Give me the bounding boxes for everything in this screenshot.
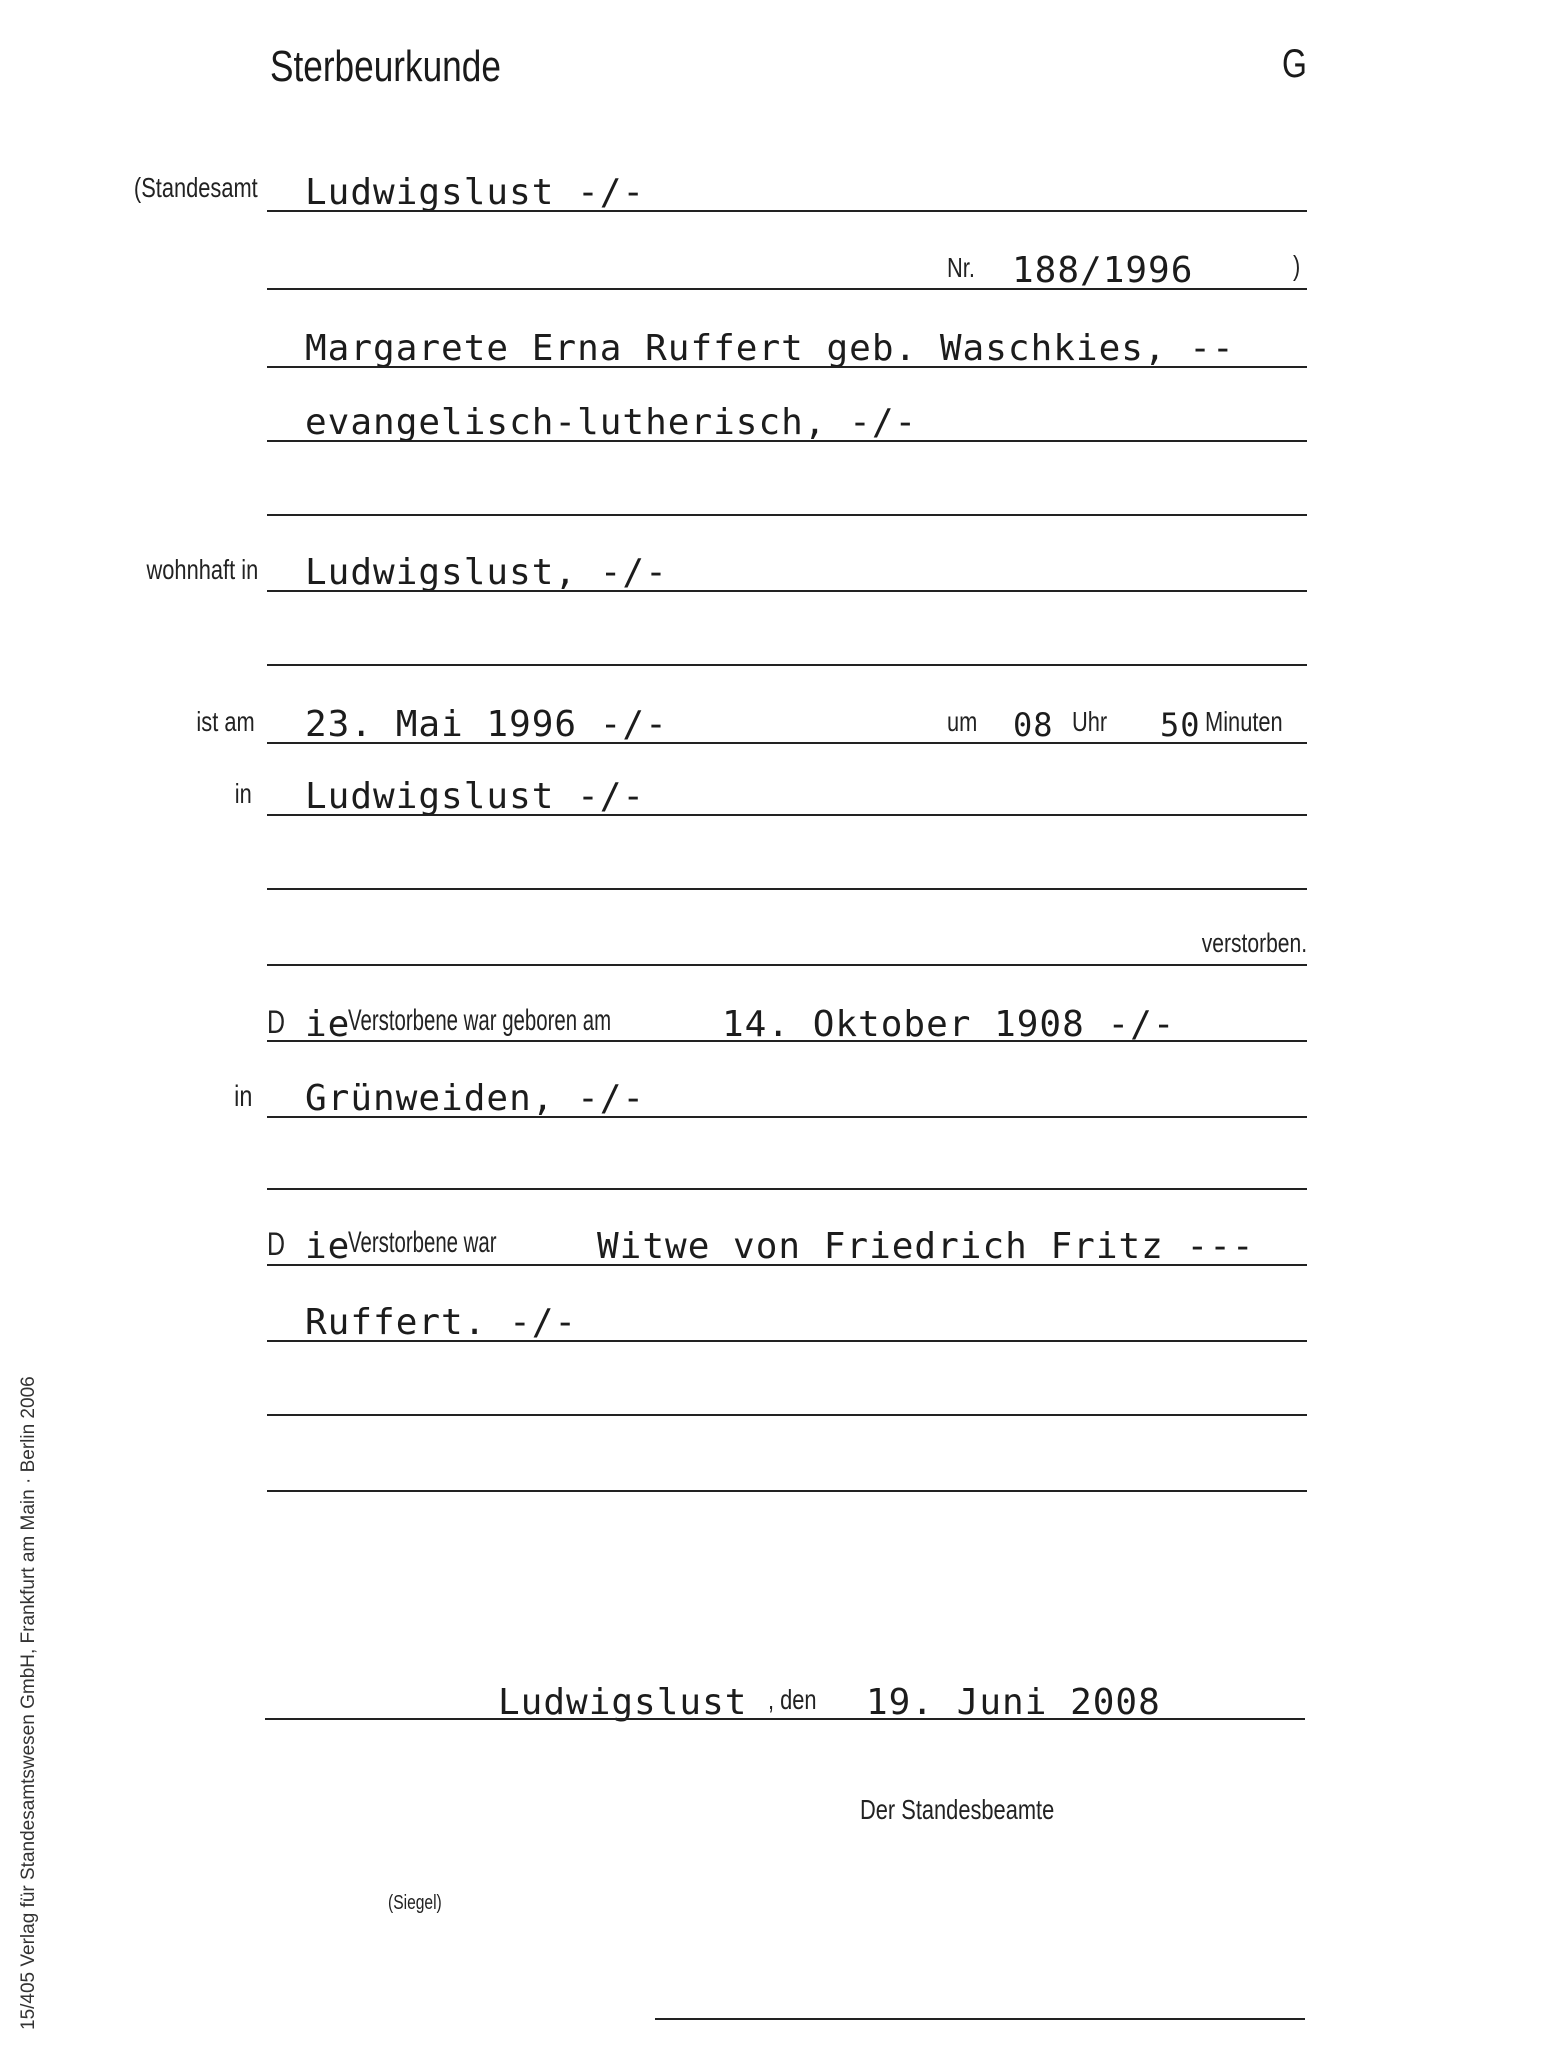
residence-line	[267, 590, 1307, 592]
issue-den-label: , den	[768, 1684, 817, 1715]
death-time-uhr-label: Uhr	[1072, 706, 1108, 737]
blank-line-3	[267, 888, 1307, 890]
birth-place: Grünweiden, -/-	[305, 1078, 646, 1119]
death-place-label: in	[234, 778, 252, 809]
verstorben-line	[267, 964, 1307, 966]
publisher-imprint: 15/405 Verlag für Standesamtswesen GmbH, Frankfurt am Main · Berlin 2006	[18, 1376, 39, 2030]
birth-place-line	[267, 1116, 1307, 1118]
registry-nr-line	[267, 288, 1307, 290]
birth-prefix: D	[267, 1004, 286, 1040]
death-date: 23. Mai 1996 -/-	[305, 704, 668, 745]
form-code: G	[1282, 42, 1307, 86]
death-date-line	[267, 742, 1307, 744]
issue-line	[265, 1718, 1305, 1720]
birth-label: Verstorbene war geboren am	[348, 1004, 612, 1037]
death-time-minuten-label: Minuten	[1205, 706, 1283, 737]
death-hour: 08	[1013, 706, 1054, 744]
marital-value-line2: Ruffert. -/-	[305, 1302, 578, 1343]
registry-close-paren: )	[1293, 250, 1301, 281]
person-name-line	[267, 366, 1307, 368]
blank-line-2	[267, 664, 1307, 666]
marital-typed-ie: ie	[305, 1226, 351, 1267]
verstorben-label: verstorben.	[1201, 928, 1307, 958]
birth-date-line	[267, 1040, 1307, 1042]
signature-line	[655, 2018, 1305, 2020]
birth-date: 14. Oktober 1908 -/-	[722, 1004, 1176, 1045]
blank-line-5	[267, 1414, 1307, 1416]
registry-office: Ludwigslust -/-	[305, 172, 646, 213]
blank-line-6	[267, 1490, 1307, 1492]
death-date-label: ist am	[196, 706, 255, 737]
seal-label: (Siegel)	[388, 1892, 442, 1914]
birth-place-label: in	[233, 1080, 252, 1113]
death-time-um-label: um	[947, 706, 978, 737]
marital-value-line1: Witwe von Friedrich Fritz ---	[597, 1226, 1255, 1267]
death-place: Ludwigslust -/-	[305, 776, 646, 817]
residence-value: Ludwigslust, -/-	[305, 552, 668, 593]
signature-label: Der Standesbeamte	[860, 1794, 1055, 1825]
residence-label: wohnhaft in	[146, 554, 258, 585]
person-name: Margarete Erna Ruffert geb. Waschkies, --	[305, 328, 1235, 369]
issue-place: Ludwigslust	[498, 1682, 748, 1723]
marital-label: Verstorbene war	[348, 1226, 497, 1259]
birth-typed-ie: ie	[305, 1004, 351, 1045]
document-title: Sterbeurkunde	[270, 42, 501, 91]
marital-line-1	[267, 1264, 1307, 1266]
death-minutes: 50	[1160, 706, 1201, 744]
registry-label: (Standesamt	[134, 172, 258, 203]
blank-line-4	[267, 1188, 1307, 1190]
registry-office-line	[267, 210, 1307, 212]
registry-nr-label: Nr.	[947, 252, 975, 283]
person-religion-line	[267, 440, 1307, 442]
marital-prefix: D	[267, 1226, 286, 1262]
registry-nr-value: 188/1996	[1012, 250, 1194, 291]
marital-line-2	[267, 1340, 1307, 1342]
death-place-line	[267, 814, 1307, 816]
issue-date: 19. Juni 2008	[866, 1682, 1161, 1723]
blank-line-1	[267, 514, 1307, 516]
person-religion: evangelisch-lutherisch, -/-	[305, 402, 918, 443]
